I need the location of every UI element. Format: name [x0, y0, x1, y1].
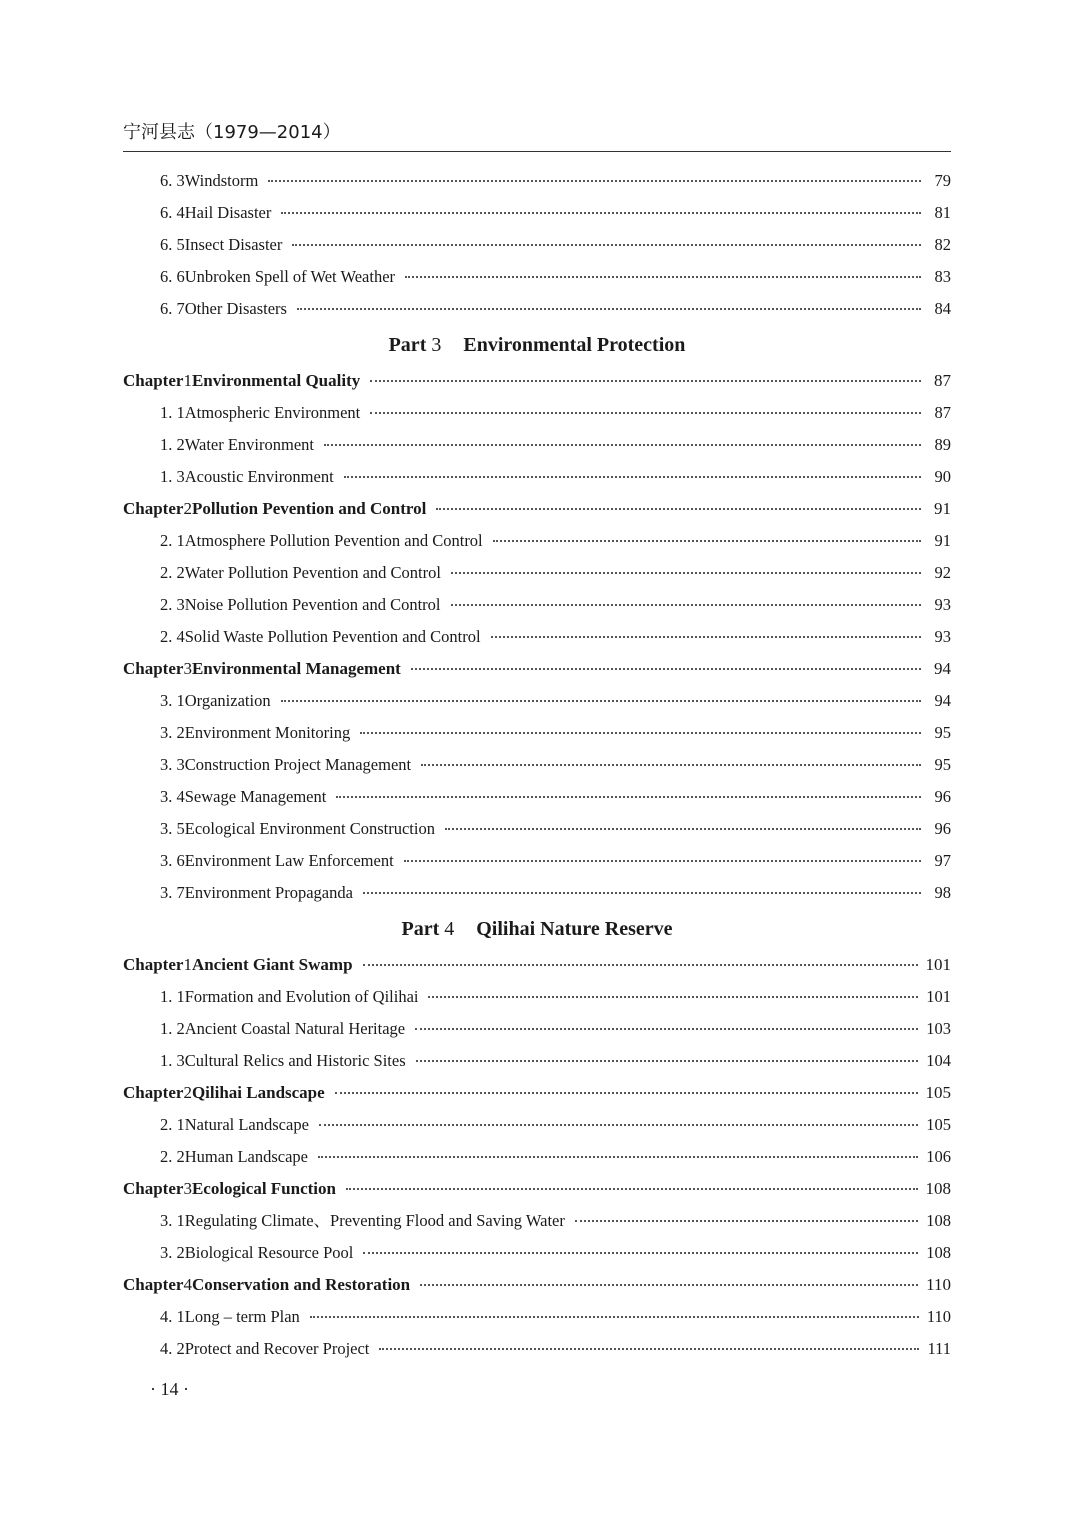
chapter-label: Chapter	[123, 955, 184, 974]
section-number: 6. 4	[160, 203, 185, 222]
section-number: 3. 2	[160, 723, 185, 742]
chapter-number: 2	[183, 1083, 192, 1102]
part-number: 4	[444, 918, 455, 940]
part-heading	[123, 325, 951, 365]
page-reference: 103	[926, 1019, 951, 1038]
page-reference: 108	[926, 1211, 951, 1230]
toc-section-entry[interactable]	[123, 877, 951, 909]
page-reference: 90	[934, 467, 951, 486]
toc-section-entry[interactable]	[123, 1013, 951, 1045]
chapter-label: Chapter	[123, 1083, 184, 1102]
page-reference: 106	[926, 1147, 951, 1166]
dot-leader	[451, 603, 922, 606]
page-reference: 110	[926, 1275, 951, 1294]
toc-section-entry[interactable]	[123, 1205, 951, 1237]
chapter-label: Chapter	[123, 371, 184, 390]
toc-chapter-entry[interactable]	[123, 493, 951, 525]
page-number: · 14 ·	[150, 1379, 189, 1399]
part-number: 3	[431, 334, 442, 356]
toc-chapter-entry[interactable]	[123, 1269, 951, 1301]
page-reference: 93	[934, 627, 951, 646]
page-reference: 105	[926, 1115, 951, 1134]
part-title: Environmental Protection	[463, 334, 686, 356]
dot-leader	[319, 1123, 918, 1126]
section-number: 6. 3	[160, 171, 185, 190]
dot-leader	[363, 1251, 918, 1254]
toc-section-entry[interactable]	[123, 1045, 951, 1077]
dot-leader	[297, 307, 921, 310]
dot-leader	[379, 1347, 919, 1350]
section-number: 2. 4	[160, 627, 185, 646]
page-reference: 84	[934, 299, 951, 318]
toc-section-entry[interactable]	[123, 1141, 951, 1173]
dot-leader	[268, 179, 921, 182]
page-reference: 81	[934, 203, 951, 222]
page-reference: 91	[934, 531, 951, 550]
section-title: Environment Monitoring	[184, 723, 351, 742]
chapter-title: Ecological Function	[191, 1179, 336, 1198]
toc-chapter-entry[interactable]	[123, 949, 951, 981]
toc-section-entry[interactable]	[123, 397, 951, 429]
page-reference: 96	[934, 787, 951, 806]
toc-chapter-entry[interactable]	[123, 653, 951, 685]
table-of-contents	[123, 165, 951, 1365]
toc-section-entry[interactable]	[123, 293, 951, 325]
dot-leader	[292, 243, 921, 246]
section-title: Ancient Coastal Natural Heritage	[184, 1019, 406, 1038]
section-number: 4. 1	[160, 1307, 185, 1326]
section-title: Biological Resource Pool	[184, 1243, 354, 1262]
section-title: Cultural Relics and Historic Sites	[184, 1051, 406, 1070]
page-reference: 82	[934, 235, 951, 254]
page-reference: 79	[934, 171, 951, 190]
section-number: 1. 2	[160, 435, 185, 454]
toc-section-entry[interactable]	[123, 229, 951, 261]
page-reference: 95	[934, 723, 951, 742]
page-reference: 101	[926, 987, 951, 1006]
toc-section-entry[interactable]	[123, 717, 951, 749]
dot-leader	[363, 963, 918, 966]
chapter-label: Chapter	[123, 659, 184, 678]
toc-section-entry[interactable]	[123, 429, 951, 461]
dot-leader	[451, 571, 921, 574]
page-reference: 96	[934, 819, 951, 838]
dot-leader	[324, 443, 921, 446]
toc-section-entry[interactable]	[123, 749, 951, 781]
section-number: 2. 3	[160, 595, 185, 614]
page-reference: 94	[934, 659, 951, 678]
chapter-title: Pollution Pevention and Control	[191, 499, 427, 518]
toc-section-entry[interactable]	[123, 1109, 951, 1141]
section-number: 3. 4	[160, 787, 185, 806]
dot-leader	[405, 275, 921, 278]
page-reference: 108	[926, 1243, 951, 1262]
chapter-title: Environmental Quality	[191, 371, 361, 390]
dot-leader	[346, 1187, 918, 1190]
dot-leader	[318, 1155, 918, 1158]
toc-section-entry[interactable]	[123, 1333, 951, 1365]
dot-leader	[428, 995, 918, 998]
chapter-number: 4	[183, 1275, 192, 1294]
toc-section-entry[interactable]	[123, 589, 951, 621]
dot-leader	[493, 539, 921, 542]
section-title: Environment Law Enforcement	[184, 851, 394, 870]
section-number: 3. 7	[160, 883, 185, 902]
page-reference: 89	[934, 435, 951, 454]
section-title: Atmosphere Pollution Pevention and Control	[184, 531, 483, 550]
chapter-title: Conservation and Restoration	[191, 1275, 411, 1294]
part-label: Part	[388, 334, 427, 356]
section-title: Environment Propaganda	[184, 883, 353, 902]
page-reference: 97	[934, 851, 951, 870]
section-title: Construction Project Management	[184, 755, 412, 774]
dot-leader	[370, 411, 921, 414]
section-title: Other Disasters	[184, 299, 287, 318]
section-title: Water Pollution Pevention and Control	[184, 563, 441, 582]
page-reference: 91	[934, 499, 951, 518]
section-number: 2. 1	[160, 1115, 185, 1134]
toc-section-entry[interactable]	[123, 685, 951, 717]
toc-section-entry[interactable]	[123, 981, 951, 1013]
section-title: Ecological Environment Construction	[184, 819, 435, 838]
page-reference: 98	[934, 883, 951, 902]
chapter-number: 3	[183, 1179, 192, 1198]
toc-section-entry[interactable]	[123, 197, 951, 229]
section-title: Noise Pollution Pevention and Control	[184, 595, 441, 614]
toc-section-entry[interactable]	[123, 261, 951, 293]
section-title: Human Landscape	[184, 1147, 308, 1166]
section-number: 1. 3	[160, 467, 185, 486]
section-number: 1. 1	[160, 987, 185, 1006]
running-header: 宁河县志（1979—2014）	[123, 122, 341, 143]
toc-chapter-entry[interactable]	[123, 1077, 951, 1109]
chapter-number: 1	[183, 371, 192, 390]
section-title: Solid Waste Pollution Pevention and Control	[184, 627, 481, 646]
section-number: 6. 6	[160, 267, 185, 286]
toc-section-entry[interactable]	[123, 845, 951, 877]
toc-section-entry[interactable]	[123, 557, 951, 589]
section-number: 3. 1	[160, 691, 185, 710]
section-title: Regulating Climate、Preventing Flood and Saving Water	[184, 1211, 565, 1230]
section-title: Insect Disaster	[184, 235, 283, 254]
section-title: Unbroken Spell of Wet Weather	[184, 267, 396, 286]
chapter-label: Chapter	[123, 1179, 184, 1198]
dot-leader	[360, 731, 921, 734]
section-number: 2. 2	[160, 1147, 185, 1166]
section-title: Organization	[184, 691, 271, 710]
section-title: Hail Disaster	[184, 203, 272, 222]
page-reference: 93	[934, 595, 951, 614]
section-title: Formation and Evolution of Qilihai	[184, 987, 419, 1006]
dot-leader	[370, 379, 921, 382]
part-label: Part	[401, 918, 440, 940]
header-rule	[123, 151, 951, 152]
chapter-label: Chapter	[123, 499, 184, 518]
dot-leader	[344, 475, 921, 478]
toc-section-entry[interactable]	[123, 621, 951, 653]
page-reference: 94	[934, 691, 951, 710]
page-reference: 83	[934, 267, 951, 286]
dot-leader	[416, 1059, 919, 1062]
part-heading	[123, 909, 951, 949]
page-reference: 87	[934, 371, 951, 390]
chapter-title: Ancient Giant Swamp	[191, 955, 353, 974]
section-number: 2. 2	[160, 563, 185, 582]
dot-leader	[310, 1315, 919, 1318]
section-number: 3. 1	[160, 1211, 185, 1230]
section-number: 3. 2	[160, 1243, 185, 1262]
section-number: 1. 2	[160, 1019, 185, 1038]
toc-section-entry[interactable]	[123, 165, 951, 197]
section-number: 3. 3	[160, 755, 185, 774]
section-number: 6. 7	[160, 299, 185, 318]
toc-section-entry[interactable]	[123, 813, 951, 845]
dot-leader	[415, 1027, 918, 1030]
dot-leader	[411, 667, 921, 670]
dot-leader	[575, 1219, 918, 1222]
dot-leader	[335, 1091, 918, 1094]
chapter-number: 3	[183, 659, 192, 678]
page-reference: 108	[925, 1179, 951, 1198]
dot-leader	[363, 891, 921, 894]
dot-leader	[421, 763, 921, 766]
section-title: Windstorm	[184, 171, 259, 190]
section-number: 2. 1	[160, 531, 185, 550]
dot-leader	[336, 795, 921, 798]
section-number: 1. 3	[160, 1051, 185, 1070]
section-title: Sewage Management	[184, 787, 327, 806]
page-reference: 110	[926, 1307, 951, 1326]
toc-section-entry[interactable]	[123, 525, 951, 557]
dot-leader	[281, 211, 921, 214]
dot-leader	[445, 827, 921, 830]
section-number: 1. 1	[160, 403, 185, 422]
page-reference: 101	[925, 955, 951, 974]
section-number: 3. 6	[160, 851, 185, 870]
chapter-title: Qilihai Landscape	[191, 1083, 325, 1102]
chapter-number: 2	[183, 499, 192, 518]
dot-leader	[404, 859, 921, 862]
toc-section-entry[interactable]	[123, 1237, 951, 1269]
page-reference: 104	[926, 1051, 951, 1070]
section-number: 4. 2	[160, 1339, 185, 1358]
section-title: Long – term Plan	[184, 1307, 300, 1326]
section-title: Protect and Recover Project	[184, 1339, 370, 1358]
chapter-number: 1	[183, 955, 192, 974]
toc-section-entry[interactable]	[123, 781, 951, 813]
page-reference: 87	[934, 403, 951, 422]
dot-leader	[281, 699, 921, 702]
dot-leader	[491, 635, 921, 638]
part-title: Qilihai Nature Reserve	[476, 918, 673, 940]
toc-section-entry[interactable]	[123, 461, 951, 493]
page-reference: 95	[934, 755, 951, 774]
dot-leader	[420, 1283, 918, 1286]
page-reference: 105	[925, 1083, 951, 1102]
section-number: 3. 5	[160, 819, 185, 838]
section-title: Atmospheric Environment	[184, 403, 361, 422]
toc-chapter-entry[interactable]	[123, 1173, 951, 1205]
section-title: Acoustic Environment	[184, 467, 334, 486]
dot-leader	[436, 507, 921, 510]
section-title: Natural Landscape	[184, 1115, 309, 1134]
chapter-label: Chapter	[123, 1275, 184, 1294]
section-title: Water Environment	[184, 435, 315, 454]
toc-section-entry[interactable]	[123, 1301, 951, 1333]
page-reference: 92	[934, 563, 951, 582]
chapter-title: Environmental Management	[191, 659, 401, 678]
toc-chapter-entry[interactable]	[123, 365, 951, 397]
page-reference: 111	[927, 1339, 951, 1358]
section-number: 6. 5	[160, 235, 185, 254]
